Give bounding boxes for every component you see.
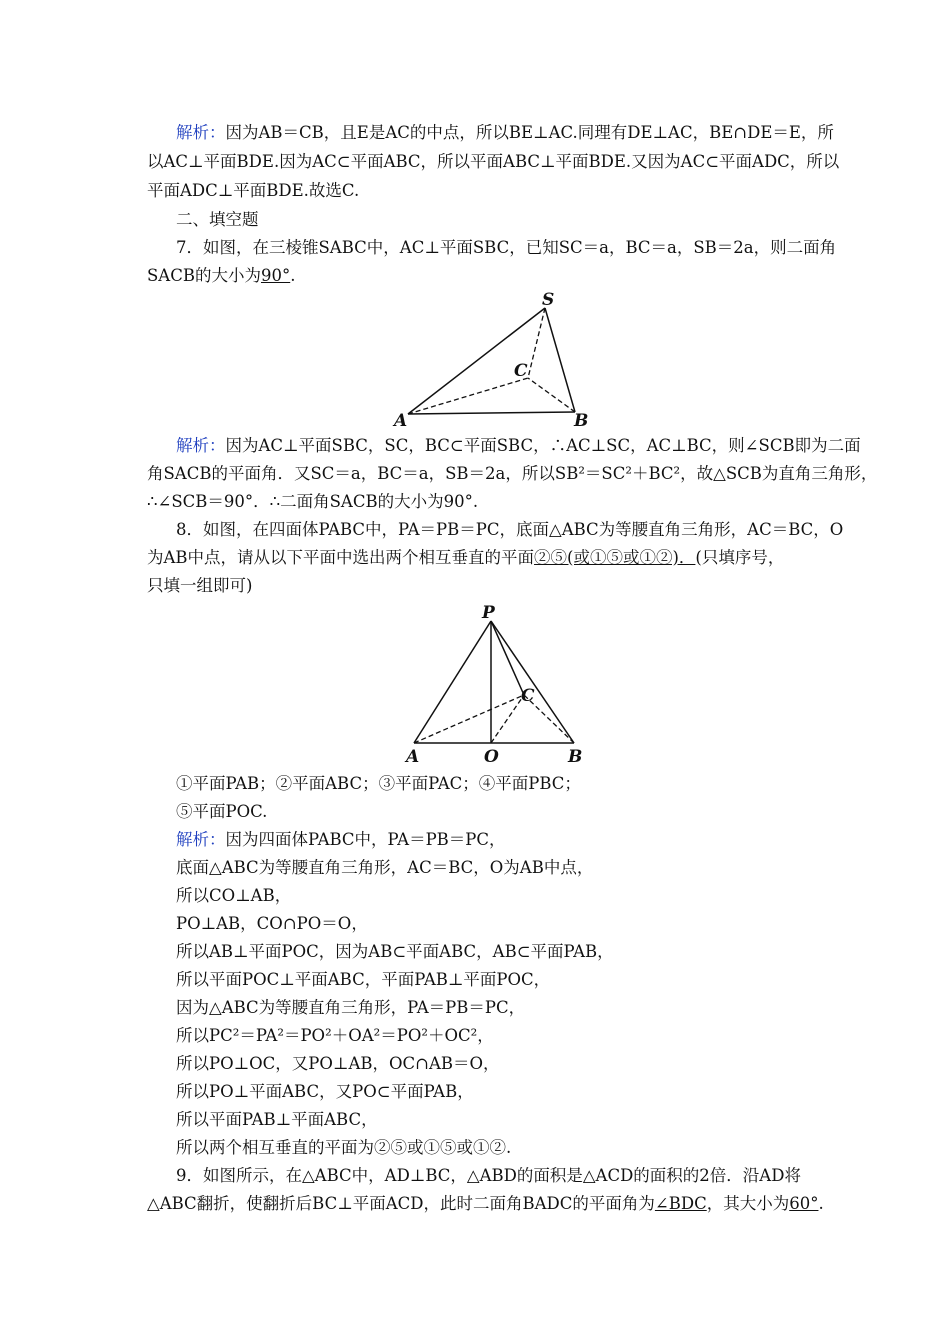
edge-ab [408, 412, 575, 414]
q8-text: 为AB中点，请从以下平面中选出两个相互垂直的平面 [147, 548, 535, 567]
label-c: C [514, 361, 528, 381]
q7-figure-tetrahedron-sabc [390, 290, 600, 430]
q8-figure-tetrahedron-pabc [400, 600, 600, 770]
q6-solution-line-2: 以AC⊥平面BDE.因为AC⊂平面ABC，所以平面ABC⊥平面BDE.又因为AC⊂平面ADC，所以 [147, 152, 840, 171]
q8-solution-line-8: 所以PO⊥OC，又PO⊥AB，OC∩AB＝O， [176, 1054, 500, 1073]
q8-solution-line-2: 所以CO⊥AB， [176, 886, 292, 905]
q8-solution-line-11: 所以两个相互垂直的平面为②⑤或①⑤或①②. [176, 1138, 512, 1157]
label-c: C [521, 686, 535, 706]
label-b: B [574, 411, 589, 430]
q8-text-end: (只填序号， [695, 548, 785, 567]
q8-solution-text: 因为四面体PABC中，PA＝PB＝PC， [225, 830, 506, 849]
q9-text-line-2 [147, 1194, 824, 1214]
label-a: A [406, 747, 420, 767]
q6-solution-text: 因为AB＝CB，且E是AC的中点，所以BE⊥AC.同理有DE⊥AC，BE∩DE＝E，所 [225, 123, 834, 142]
q8-text-line-2 [147, 548, 784, 568]
q9-text-mid: ，其大小为 [706, 1194, 790, 1213]
q8-solution-line-5: 所以平面POC⊥平面ABC，平面PAB⊥平面POC， [176, 970, 551, 989]
section-title: 二、填空题 [176, 210, 259, 229]
q8-options-line-2: ⑤平面POC. [176, 802, 268, 821]
q8-options-line-1: ①平面PAB；②平面ABC；③平面PAC；④平面PBC； [176, 774, 581, 793]
solution-label: 解析： [176, 830, 226, 849]
q7-solution-text: 因为AC⊥平面SBC，SC，BC⊂平面SBC，∴AC⊥SC，AC⊥BC，则∠SCB即为二面 [225, 436, 861, 455]
q7-text-line-1: 7．如图，在三棱锥SABC中，AC⊥平面SBC，已知SC＝a，BC＝a，SB＝2a，则二面角 [176, 238, 837, 257]
edge-pa [414, 621, 491, 743]
q7-text-end: . [290, 266, 296, 285]
solution-label: 解析： [176, 123, 226, 142]
q9-text-end: . [818, 1194, 824, 1213]
q8-solution-line-7: 所以PC²＝PA²＝PO²＋OA²＝PO²＋OC²， [176, 1026, 494, 1045]
label-a: A [394, 411, 408, 430]
q7-solution-line-1 [176, 436, 861, 456]
q9-text-line-1: 9．如图所示，在△ABC中，AD⊥BC，△ABD的面积是△ACD的面积的2倍．沿AD将 [176, 1166, 801, 1185]
q6-solution-line-3: 平面ADC⊥平面BDE.故选C. [147, 181, 360, 200]
q8-answer: ②⑤(或①⑤或①②)． [534, 548, 696, 567]
q8-text-line-3: 只填一组即可) [147, 576, 253, 595]
label-b: B [568, 747, 583, 767]
q7-answer: 90° [260, 266, 291, 285]
edge-bc [528, 378, 575, 412]
label-o: O [484, 747, 499, 767]
edge-ac [408, 378, 528, 414]
q7-text: SACB的大小为 [147, 266, 261, 285]
q6-solution-line-1 [176, 123, 834, 143]
q8-solution-line-9: 所以PO⊥平面ABC，又PO⊂平面PAB， [176, 1082, 474, 1101]
q8-solution-line-0 [176, 830, 506, 850]
q9-text: △ABC翻折，使翻折后BC⊥平面ACD，此时二面角BADC的平面角为 [147, 1194, 655, 1213]
q8-solution-line-3: PO⊥AB，CO∩PO＝O， [176, 914, 368, 933]
label-s: S [542, 290, 555, 310]
edge-ac [414, 695, 524, 743]
edge-oc [491, 695, 524, 743]
q9-answer-angle: ∠BDC [654, 1194, 707, 1213]
q7-solution-line-2: 角SACB的平面角．又SC＝a，BC＝a，SB＝2a，所以SB²＝SC²＋BC²，故△SCB为直角三角形， [147, 464, 878, 483]
q8-solution-line-4: 所以AB⊥平面POC，因为AB⊂平面ABC，AB⊂平面PAB， [176, 942, 614, 961]
edge-pc [491, 621, 524, 695]
q8-solution-line-1: 底面△ABC为等腰直角三角形，AC＝BC，O为AB中点， [176, 858, 594, 877]
q8-solution-line-6: 因为△ABC为等腰直角三角形，PA＝PB＝PC， [176, 998, 526, 1017]
solution-label: 解析： [176, 436, 226, 455]
q7-text-line-2 [147, 266, 295, 286]
q9-answer-size: 60° [789, 1194, 819, 1213]
label-p: P [482, 603, 495, 623]
edge-pb [491, 621, 574, 743]
q7-solution-line-3: ∴∠SCB＝90°．∴二面角SACB的大小为90°. [147, 492, 479, 511]
edge-sb [545, 308, 575, 412]
q8-solution-line-10: 所以平面PAB⊥平面ABC， [176, 1110, 378, 1129]
q8-text-line-1: 8．如图，在四面体PABC中，PA＝PB＝PC，底面△ABC为等腰直角三角形，AC＝BC，O [176, 520, 844, 539]
